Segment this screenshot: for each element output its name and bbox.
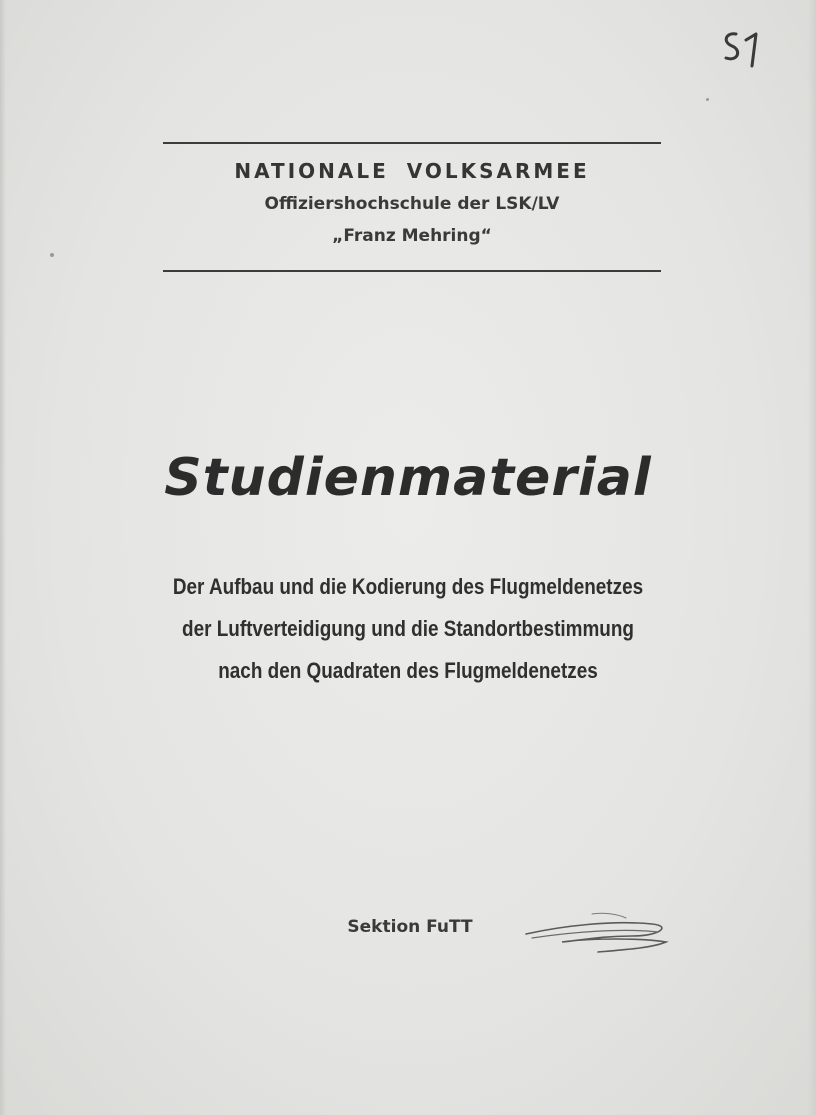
school-honorific: „Franz Mehring“ xyxy=(332,226,492,246)
paper-speck xyxy=(706,98,709,101)
page-left-edge xyxy=(0,0,6,1115)
handwritten-signature xyxy=(522,906,672,958)
header-block xyxy=(163,150,661,250)
document-title: Studienmaterial xyxy=(164,448,652,508)
header-rule-top xyxy=(163,142,661,144)
document-subtitle xyxy=(100,566,716,692)
section-label: Sektion FuTT xyxy=(347,917,473,937)
school-name: Offiziershochschule der LSK/LV xyxy=(264,194,560,214)
header-rule-bottom xyxy=(163,270,661,272)
paper-speck xyxy=(50,253,54,257)
page-right-edge xyxy=(808,0,816,1115)
subtitle-line: Der Aufbau und die Kodierung des Flugmeldenetzes xyxy=(172,574,644,599)
subtitle-line: der Luftverteidigung und die Standortbestimmung xyxy=(182,616,634,641)
subtitle-line: nach den Quadraten des Flugmeldenetzes xyxy=(218,658,598,683)
organization-name: NATIONALE VOLKSARMEE xyxy=(234,159,590,183)
handwritten-margin-note xyxy=(716,24,776,72)
